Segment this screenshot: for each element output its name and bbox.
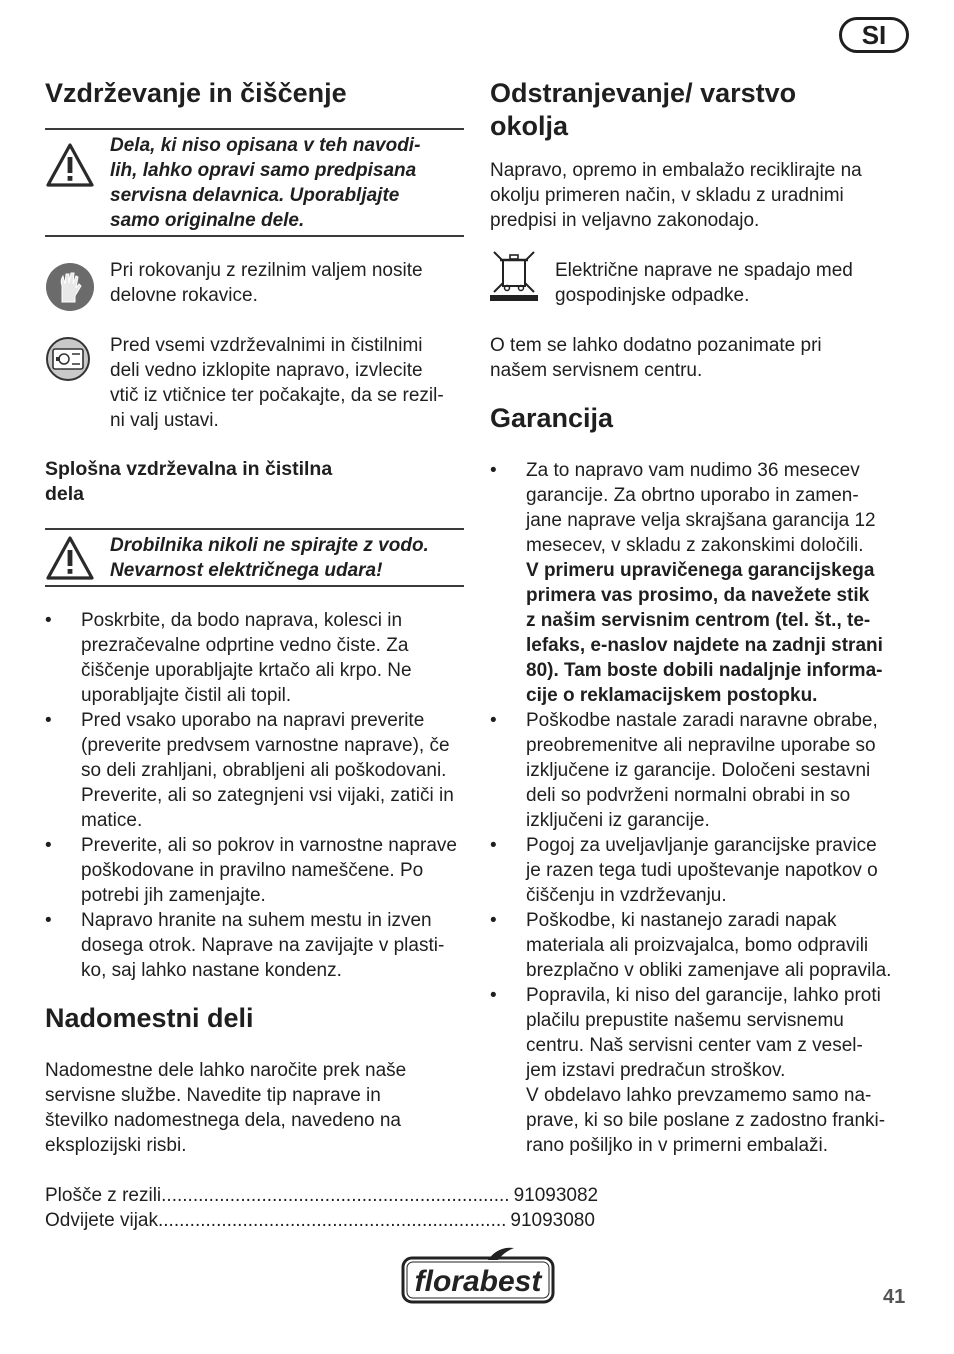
crossed-bin-icon	[488, 248, 540, 307]
part-row: Plošče z rezili .................................................................. 91093082	[45, 1185, 599, 1206]
gloves-icon	[45, 262, 95, 317]
list-item: • Za to napravo vam nudimo 36 mesecev garancije. Za obrtno uporabo in zamen- jane naprave velja skrajšana garancija 12 mesecev, v skladu z zakonskimi določili. V primeru upravičenega garancijskega primera vas prosimo, da navežete stik z našim servisnim centrom (tel. št., te- lefaks, e-naslov najdete na zadnji strani 80). Tam boste dobili nadaljnje informa- cije o reklamacijskem postopku.	[490, 460, 883, 706]
maintenance-title: Vzdrževanje in čiščenje	[45, 78, 347, 108]
divider	[45, 235, 464, 237]
warning-text-water: Drobilnika nikoli ne spirajte z vodo. Nevarnost električnega udara!	[110, 535, 429, 581]
unplug-icon	[45, 336, 91, 387]
warning-icon	[45, 535, 95, 586]
divider	[45, 528, 464, 530]
service-info-text: O tem se lahko dodatno pozanimate pri našem servisnem centru.	[490, 335, 822, 381]
divider	[45, 128, 464, 130]
unplug-text: Pred vsemi vzdrževalnimi in čistilnimi deli vedno izklopite napravo, izvlecite vtič iz vtičnice ter počakajte, da se rezil- ni valj ustavi.	[110, 335, 444, 431]
general-maintenance-title: Splošna vzdrževalna in čistilna dela	[45, 458, 333, 505]
list-item: • Poskrbite, da bodo naprava, kolesci in prezračevalne odprtine vedno čiste. Za čiščenje uporabljajte krtačo ali krpo. Ne uporabljajte čistil ali topil.	[45, 610, 412, 706]
warning-text-service: Dela, ki niso opisana v teh navodi- lih, lahko opravi samo predpisana servisna delavnica. Uporabljajte samo originalne dele.	[110, 135, 421, 231]
language-badge: SI	[839, 17, 909, 53]
divider	[45, 585, 464, 587]
list-item: • Napravo hranite na suhem mestu in izven dosega otrok. Naprave na zavijajte v plasti- ko, saj lahko nastane kondenz.	[45, 910, 445, 981]
part-name: Plošče z rezili	[45, 1185, 162, 1206]
warning-icon	[45, 142, 95, 193]
disposal-text: Napravo, opremo in embalažo reciklirajte na okolju primeren način, v skladu z uradnimi predpisi in veljavno zakonodajo.	[490, 160, 862, 231]
list-item: • Poškodbe, ki nastanejo zaradi napak materiala ali proizvajalca, bomo odpravili brezplačno v obliki zamenjave ali popravila.	[490, 910, 892, 981]
parts-list	[45, 1183, 599, 1233]
maintenance-list	[45, 608, 470, 983]
part-number: 91093080	[510, 1210, 595, 1231]
list-item: • Popravila, ki niso del garancije, lahko proti plačilu prepustite našemu servisnemu centru. Naš servisni center vam z vesel- jem izstavi predračun stroškov. V obdelavo lahko prevzamemo samo na- prave, ki so bile poslane z zadostno franki- rano pošiljko in v primerni embalaži.	[490, 985, 886, 1156]
list-item: • Pred vsako uporabo na napravi preverite (preverite predvsem varnostne naprave), če so deli zrahljani, obrabljeni ali poškodovani. Preverite, ali so zategnjeni vsi vijaki, zatiči in matice.	[45, 710, 454, 831]
warranty-list	[490, 458, 920, 1158]
weee-text: Električne naprave ne spadajo med gospodinjske odpadke.	[555, 260, 853, 306]
warranty-title: Garancija	[490, 403, 614, 433]
svg-text:florabest: florabest	[414, 1265, 542, 1298]
list-item: • Preverite, ali so pokrov in varnostne naprave poškodovane in pravilno nameščene. Po potrebi jih zamenjajte.	[45, 835, 457, 906]
part-row: Odvijete vijak .................................................................. 91093080	[45, 1210, 595, 1231]
disposal-title: Odstranjevanje/ varstvo okolja	[490, 78, 797, 141]
gloves-text: Pri rokovanju z rezilnim valjem nosite delovne rokavice.	[110, 260, 423, 306]
page-number: 41	[883, 1286, 906, 1308]
spare-parts-text: Nadomestne dele lahko naročite prek naše servisne službe. Navedite tip naprave in številko nadomestnega dela, navedeno na eksplozijski risbi.	[45, 1060, 407, 1156]
list-item: • Poškodbe nastale zaradi naravne obrabe, preobremenitve ali nepravilne uporabe so izključene iz garancije. Določeni sestavni deli so podvrženi normalni obrabi in so izključeni iz garancije.	[490, 710, 878, 831]
part-number: 91093082	[513, 1185, 599, 1206]
part-name: Odvijete vijak	[45, 1210, 158, 1231]
list-item: • Pogoj za uveljavljanje garancijske pravice je razen tega tudi upoštevanje napotkov o čiščenju in vzdrževanju.	[490, 835, 878, 906]
florabest-logo	[400, 1244, 556, 1311]
spare-parts-title: Nadomestni deli	[45, 1003, 254, 1033]
